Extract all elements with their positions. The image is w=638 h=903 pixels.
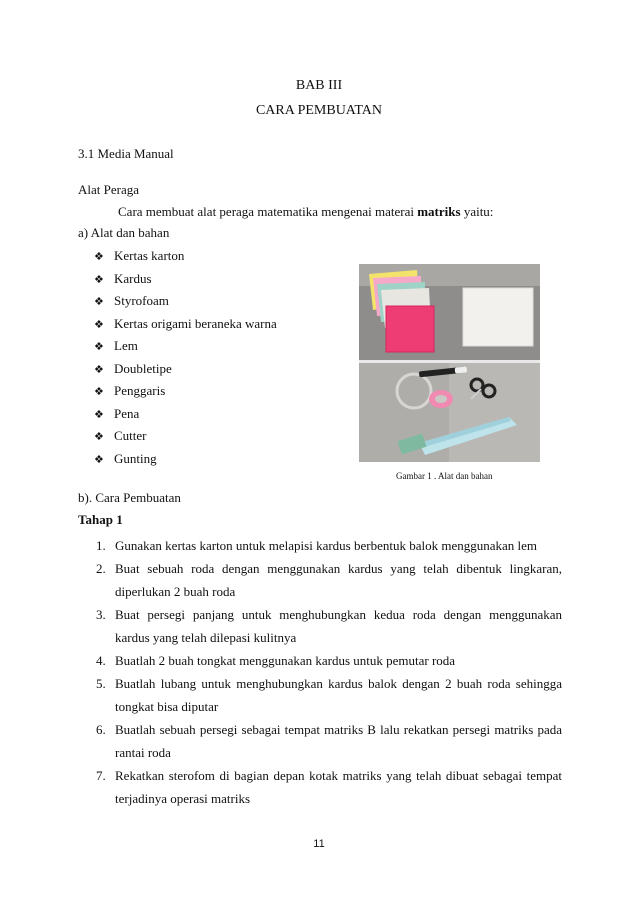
step-number: 3. <box>96 607 106 622</box>
list-item-text: Doubletipe <box>114 360 172 376</box>
chapter-title: CARA PEMBUATAN <box>255 103 383 118</box>
list-item <box>78 534 562 557</box>
step-text: Buat sebuah roda dengan menggunakan kardus yang telah dibentuk lingkaran, diperlukan 2 buah roda <box>115 561 562 599</box>
diamond-bullet-icon <box>95 454 105 464</box>
photo-paper-panel <box>359 264 540 360</box>
step-text: Gunakan kertas karton untuk melapisi kardus berbentuk balok menggunakan lem <box>115 538 538 553</box>
intro-text-before: Cara membuat alat peraga matematika mengenai materai <box>118 204 418 219</box>
list-item-text: Styrofoam <box>114 293 169 308</box>
step-text: Rekatkan sterofom di bagian depan kotak matriks yang telah dibuat sebagai tempat terjadinya operasi matriks <box>115 768 562 806</box>
diamond-bullet-icon <box>95 341 105 351</box>
list-item <box>78 649 562 672</box>
step-number: 1. <box>96 538 106 553</box>
list-item-text: Lem <box>114 338 138 353</box>
step-text: Buatlah 2 buah tongkat menggunakan kardus untuk pemutar roda <box>115 653 456 668</box>
list-item <box>78 557 562 603</box>
list-item <box>95 268 277 291</box>
list-item <box>95 403 277 426</box>
steps-list <box>78 534 562 810</box>
paper-sheets-illustration <box>359 264 540 360</box>
list-item-text: Cutter <box>114 428 147 443</box>
diamond-bullet-icon <box>95 364 105 374</box>
list-item <box>78 764 562 810</box>
list-item <box>95 335 277 358</box>
materials-list <box>95 245 277 470</box>
list-item <box>78 718 562 764</box>
list-item <box>95 245 277 268</box>
diamond-bullet-icon <box>95 386 105 396</box>
method-heading: b). Cara Pembuatan <box>78 490 181 505</box>
list-item-text: Kertas origami beraneka warna <box>114 315 277 331</box>
intro-text-bold: matriks <box>417 204 461 219</box>
diamond-bullet-icon <box>95 296 105 306</box>
list-item <box>95 313 277 336</box>
step-number: 7. <box>96 768 106 783</box>
diamond-bullet-icon <box>95 274 105 284</box>
figure-caption: Gambar 1 . Alat dan bahan <box>396 471 493 481</box>
diamond-bullet-icon <box>95 251 105 261</box>
list-item-text: Kertas karton <box>114 248 185 263</box>
materials-photo <box>359 264 540 462</box>
list-item <box>95 358 277 381</box>
diamond-bullet-icon <box>95 431 105 441</box>
section-title: 3.1 Media Manual <box>78 146 174 161</box>
list-item-text: Pena <box>114 405 140 421</box>
step-text: Buat persegi panjang untuk menghubungkan kedua roda dengan menggunakan kardus yang telah dilepasi kulitnya <box>115 607 562 645</box>
list-item <box>95 425 277 448</box>
subheading-alat-peraga: Alat Peraga <box>78 182 140 197</box>
materials-heading: a) Alat dan bahan <box>78 225 170 240</box>
intro-text-after: yaitu: <box>460 204 494 219</box>
step-number: 2. <box>96 561 106 576</box>
diamond-bullet-icon <box>95 319 105 329</box>
step-number: 6. <box>96 722 106 737</box>
list-item <box>78 672 562 718</box>
page-number: 11 <box>313 838 325 850</box>
list-item-text: Penggaris <box>114 383 166 398</box>
step-number: 4. <box>96 653 106 668</box>
chapter-number: BAB III <box>295 78 343 93</box>
list-item-text: Kardus <box>114 270 152 286</box>
list-item <box>95 290 277 313</box>
step-text: Buatlah lubang untuk menghubungkan kardus balok dengan 2 buah roda sehingga tongkat bisa diputar <box>115 676 562 714</box>
list-item <box>95 380 277 403</box>
intro-paragraph <box>118 204 493 220</box>
stage-heading: Tahap 1 <box>78 512 123 527</box>
diamond-bullet-icon <box>95 409 105 419</box>
step-text: Buatlah sebuah persegi sebagai tempat matriks B lalu rekatkan persegi matriks pada rantai roda <box>115 722 562 760</box>
list-item <box>78 603 562 649</box>
photo-tools-panel <box>359 363 540 462</box>
step-number: 5. <box>96 676 106 691</box>
list-item-text: Gunting <box>114 450 157 466</box>
list-item <box>95 448 277 471</box>
tools-illustration <box>359 363 540 462</box>
